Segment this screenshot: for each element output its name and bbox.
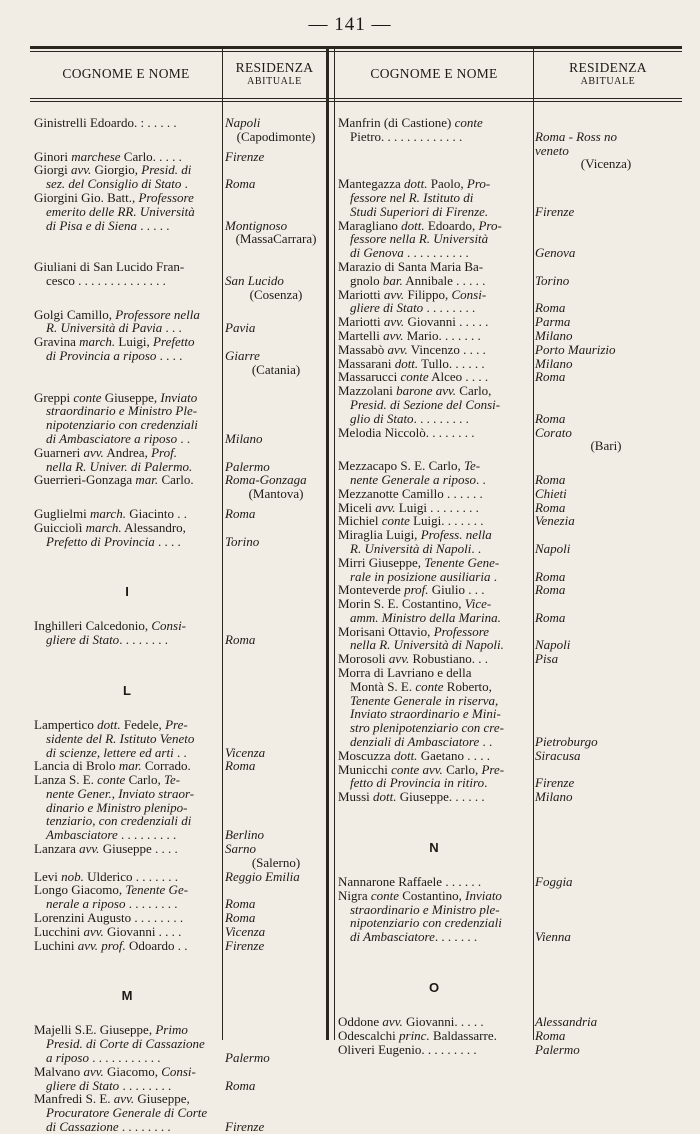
entry-name: Malvano avv. Giacomo, Consi- gliere di Stato . . . . . . . .	[34, 1063, 196, 1093]
register-entry	[338, 426, 677, 454]
register-entry	[34, 773, 327, 842]
entry-name: Mariotti avv. Filippo, Consi- gliere di Stato . . . . . . . .	[338, 286, 487, 316]
register-entry	[338, 315, 677, 329]
entry-name: Luchini avv. prof. Odoardo . .	[34, 937, 188, 953]
register-entry	[34, 163, 327, 191]
register-entry	[34, 925, 327, 939]
register-entry	[338, 597, 677, 625]
section-letter: M	[121, 988, 133, 1004]
entry-name: Mariotti avv. Giovanni . . . . .	[338, 314, 489, 330]
entry-residence: Roma	[225, 176, 256, 192]
entry-residence: Giarre (Catania)	[225, 347, 301, 377]
entry-residence: Roma	[225, 896, 256, 912]
register-entry	[338, 749, 677, 763]
entry-residence: Vienna	[535, 929, 571, 945]
register-entry	[34, 718, 327, 759]
register-entry	[34, 191, 327, 246]
register-entry	[338, 889, 677, 944]
entry-residence: Foggia	[535, 874, 573, 890]
register-entry	[34, 521, 327, 549]
entry-residence: Parma	[535, 314, 571, 330]
top-rule	[30, 46, 682, 49]
entry-residence: Roma	[225, 632, 256, 648]
header-residence-sub: ABITUALE	[580, 76, 636, 87]
entry-residence: Torino	[225, 533, 260, 549]
entry-name: Michiel conte Luigi. . . . . . .	[338, 513, 484, 529]
register-entry	[338, 116, 677, 171]
register-entry	[338, 260, 677, 288]
header-residence-label: RESIDENZA	[235, 60, 314, 75]
entry-residence: Firenze	[225, 148, 265, 164]
register-entry	[338, 875, 677, 889]
entry-name: Nannarone Raffaele . . . . . .	[338, 874, 482, 890]
entry-name: Martelli avv. Mario. . . . . . .	[338, 327, 481, 343]
entry-residence: Roma	[535, 609, 566, 625]
register-entry	[338, 487, 677, 501]
entry-name: Massabò avv. Vincenzo . . . .	[338, 341, 486, 357]
entry-residence: Milano	[535, 327, 573, 343]
entry-name: Mussi dott. Giuseppe. . . . . .	[338, 789, 485, 805]
header-name-left	[30, 52, 222, 96]
entry-residence: Firenze	[225, 1119, 265, 1134]
entry-name: Ginori marchese Carlo. . . . .	[34, 148, 182, 164]
header-residence-right	[534, 52, 682, 96]
entry-residence: Roma	[535, 471, 566, 487]
entry-name: Guglielmi march. Giacinto . .	[34, 505, 187, 521]
register-entry	[34, 1092, 327, 1133]
entry-residence: Pietroburgo	[535, 734, 598, 750]
entry-residence: Palermo	[225, 1050, 270, 1066]
entry-name: Oliveri Eugenio. . . . . . . . .	[338, 1041, 477, 1057]
entry-residence: Torino	[535, 272, 570, 288]
entry-name: Manfrin (di Castione) conte Pietro. . . . . . . . . . . . .	[338, 115, 483, 144]
register-entry	[338, 357, 677, 371]
register-entry	[338, 514, 677, 528]
page-number: — 141 —	[308, 14, 392, 35]
entry-name: Nigra conte Costantino, Inviato straordinario e Ministro ple- nipotenziario con credenziali di Ambasciatore. . . . . . .	[338, 887, 502, 945]
entry-name: Massarucci conte Alceo . . . .	[338, 369, 489, 385]
register-entry	[338, 329, 677, 343]
header-residence-left	[223, 52, 326, 96]
entry-name: Odescalchi princ. Baldassarre.	[338, 1027, 497, 1043]
entry-name: Greppi conte Giuseppe, Inviato straordinario e Ministro Ple- nipotenziario con credenziali di Ambasciatore a riposo . .	[34, 389, 198, 446]
entry-name: Monteverde prof. Giulio . . .	[338, 582, 485, 598]
entry-residence: Corato (Bari)	[535, 424, 622, 454]
register-entry	[34, 308, 327, 336]
register-entry	[34, 619, 327, 647]
register-entry	[338, 763, 677, 791]
register-entry	[338, 625, 677, 653]
entry-name: Massarani dott. Tullo. . . . . .	[338, 355, 485, 371]
entry-residence: Roma - Ross no veneto (Vicenza)	[535, 128, 632, 172]
entry-name: Lucchini avv. Giovanni . . . .	[34, 923, 182, 939]
register-entry	[338, 384, 677, 425]
header-residence-label: RESIDENZA	[569, 60, 647, 75]
entry-name: Lanza S. E. conte Carlo, Te- nente Gener., Inviato straor- dinario e Ministro plenipo- tenziario, con credenziali di Ambasciatore . . . . . . . . .	[34, 772, 195, 843]
register-entry	[34, 883, 327, 911]
entry-name: Manfredi S. E. avv. Giuseppe, Procuratore Generale di Corte di Cassazione . . . . . . . .	[34, 1091, 208, 1134]
entry-name: Guarneri avv. Andrea, Prof. nella R. Univer. di Palermo.	[34, 444, 193, 474]
entry-name: Lorenzini Augusto . . . . . . . .	[34, 910, 184, 926]
entry-name: Mirri Giuseppe, Tenente Gene- rale in posizione ausiliaria .	[338, 554, 500, 584]
register-entry	[338, 370, 677, 384]
header-rule-2	[30, 101, 682, 102]
entry-residence: Alessandria	[535, 1014, 598, 1030]
entry-name: Oddone avv. Giovanni. . . . .	[338, 1014, 484, 1030]
register-entry	[34, 1023, 327, 1064]
entry-name: Lampertico dott. Fedele, Pre- sidente del R. Istituto Veneto di scienze, lettere ed arti . .	[34, 716, 195, 760]
entry-name: Giorgini Gio. Batt., Professore emerito delle RR. Università di Pisa e di Siena . . . . .	[34, 189, 195, 233]
entry-name: Inghilleri Calcedonio, Consi- gliere di Stato. . . . . . . .	[34, 618, 187, 648]
entry-name: Morosoli avv. Robustiano. . .	[338, 651, 488, 667]
entry-residence: Roma	[535, 410, 566, 426]
entry-residence: Napoli (Capodimonte)	[225, 115, 316, 144]
entry-residence: Sarno (Salerno)	[225, 841, 301, 870]
register-entry	[34, 391, 327, 446]
entry-residence: Palermo	[225, 458, 270, 474]
entry-name: Golgi Camillo, Professore nella R. Università di Pavia . . .	[34, 306, 200, 336]
register-entry	[338, 459, 677, 487]
entry-residence: Milano	[225, 430, 263, 446]
entry-name: Longo Giacomo, Tenente Ge- nerale a riposo . . . . . . . .	[34, 882, 189, 912]
entry-residence: Pisa	[535, 651, 559, 667]
section-letter: I	[125, 584, 129, 600]
entry-name: Morisani Ottavio, Professore nella R. Università di Napoli.	[338, 623, 504, 653]
register-entry	[34, 335, 327, 376]
entry-residence: Roma	[535, 582, 566, 598]
register-entry	[338, 528, 677, 556]
entry-name: Guerrieri-Gonzaga mar. Carlo.	[34, 472, 194, 488]
section-letter: L	[123, 682, 131, 698]
register-entry	[338, 652, 677, 666]
register-entry	[34, 842, 327, 870]
entry-residence: Roma	[535, 300, 566, 316]
entry-name: Marazio di Santa Maria Ba- gnolo bar. Annibale . . . . .	[338, 258, 486, 288]
register-entry	[34, 116, 327, 144]
register-entry	[34, 759, 327, 773]
center-divider-2	[334, 48, 335, 1040]
entry-name: Lancia di Brolo mar. Corrado.	[34, 758, 191, 774]
register-entry	[338, 219, 677, 260]
entry-name: Giorgi avv. Giorgio, Presid. di sez. del Consiglio di Stato .	[34, 162, 192, 192]
register-entry	[34, 507, 327, 521]
entry-residence: Palermo	[535, 1041, 580, 1057]
entry-residence: Roma	[225, 1077, 256, 1093]
entry-residence: Vicenza	[225, 744, 266, 760]
register-entry	[338, 501, 677, 515]
entry-residence: Siracusa	[535, 747, 581, 763]
header-name-label: COGNOME E NOME	[62, 66, 190, 81]
entry-residence: Genova	[535, 245, 576, 261]
register-entry	[338, 666, 677, 749]
entry-name: Municchi conte avv. Carlo, Pre- fetto di Provincia in ritiro.	[338, 761, 505, 791]
entry-residence: San Lucido (Cosenza)	[225, 272, 303, 302]
entry-residence: Chieti	[535, 485, 567, 501]
register-entry	[34, 446, 327, 474]
entry-residence: Vicenza	[225, 923, 266, 939]
entry-name: Mazzolani barone avv. Carlo, Presid. di Sezione del Consi- glio di Stato. . . . . . . . .	[338, 383, 501, 426]
entry-residence: Roma	[535, 568, 566, 584]
header-name-label: COGNOME E NOME	[370, 66, 498, 81]
entry-residence: Reggio Emilia	[225, 868, 300, 884]
entry-name: Mezzanotte Camillo . . . . . .	[338, 485, 483, 501]
entry-name: Giuliani di San Lucido Fran- cesco . . . . . . . . . . . . . .	[34, 259, 185, 288]
entry-residence: Napoli	[535, 540, 571, 556]
entry-name: Ginistrelli Edoardo. : . . . . .	[34, 115, 177, 130]
left-column	[34, 116, 327, 1134]
section-letter: O	[428, 980, 440, 996]
entry-name: Moscuzza dott. Gaetano . . . .	[338, 747, 490, 763]
entry-name: Majelli S.E. Giuseppe, Primo Presid. di Corte di Cassazione a riposo . . . . . . . . . . .	[34, 1022, 205, 1066]
entry-residence: Milano	[535, 355, 573, 371]
entry-residence: Roma	[225, 758, 256, 774]
register-entry	[34, 1065, 327, 1093]
entry-residence: Roma	[535, 369, 566, 385]
entry-residence: Roma	[535, 1027, 566, 1043]
entry-residence: Firenze	[535, 775, 575, 791]
entry-name: Melodia Niccolò. . . . . . . .	[338, 424, 475, 440]
register-entry	[338, 288, 677, 316]
entry-residence: Montignoso (MassaCarrara)	[225, 217, 317, 247]
entry-name: Levi nob. Ulderico . . . . . . .	[34, 868, 179, 884]
entry-name: Maragliano dott. Edoardo, Pro- fessore nella R. Università di Genova . . . . . . . . . .	[338, 217, 502, 261]
entry-residence: Roma	[225, 910, 256, 926]
register-entry	[34, 150, 327, 164]
entry-residence: Firenze	[535, 203, 575, 219]
register-entry	[338, 1029, 677, 1043]
entry-name: Gravina march. Luigi, Prefetto di Provincia a riposo . . . .	[34, 334, 195, 363]
register-entry	[338, 790, 677, 804]
register-entry	[338, 1043, 677, 1057]
entry-name: Miraglia Luigi, Profess. nella R. Università di Napoli. .	[338, 527, 492, 556]
register-entry	[34, 260, 327, 301]
register-entry	[34, 939, 327, 953]
entry-residence: Roma	[225, 505, 256, 521]
register-entry	[338, 343, 677, 357]
entry-residence: Firenze	[225, 937, 265, 953]
header-name-right	[335, 52, 533, 96]
register-entry	[338, 556, 677, 584]
register-entry	[338, 177, 677, 218]
entry-residence: Porto Maurizio	[535, 341, 616, 357]
register-entry	[338, 583, 677, 597]
header-residence-sub: ABITUALE	[247, 76, 302, 87]
entry-name: Miceli avv. Luigi . . . . . . . .	[338, 499, 479, 515]
section-letter: N	[429, 840, 439, 856]
register-entry	[34, 870, 327, 884]
register-entry	[338, 1015, 677, 1029]
entry-residence: Berlino	[225, 827, 264, 843]
entry-name: Mezzacapo S. E. Carlo, Te- nente Generale a riposo. .	[338, 458, 486, 487]
entry-name: Lanzara avv. Giuseppe . . . .	[34, 841, 178, 857]
entry-residence: Milano	[535, 789, 573, 805]
entry-name: Mantegazza dott. Paolo, Pro- fessore nel R. Istituto di Studi Superiori di Firenze.	[338, 176, 491, 219]
entry-residence: Venezia	[535, 513, 575, 529]
right-column	[338, 116, 677, 1056]
entry-name: Guicciolì march. Alessandro, Prefetto di Provincia . . . .	[34, 519, 186, 549]
register-entry	[34, 473, 327, 501]
header-rule	[30, 98, 682, 99]
entry-residence: Napoli	[535, 637, 571, 653]
entry-residence: Roma	[535, 499, 566, 515]
entry-residence: Roma-Gonzaga (Mantova)	[225, 472, 307, 502]
entry-name: Morin S. E. Costantino, Vice- amm. Ministro della Marina.	[338, 596, 501, 625]
entry-name: Morra di Lavriano e della Montà S. E. conte Roberto, Tenente Generale in riserva, Inviato straordinario e Mini- stro plenipotenziario con cre- denziali di Ambasciatore . .	[338, 665, 504, 750]
entry-residence: Pavia	[225, 320, 256, 336]
register-entry	[34, 911, 327, 925]
